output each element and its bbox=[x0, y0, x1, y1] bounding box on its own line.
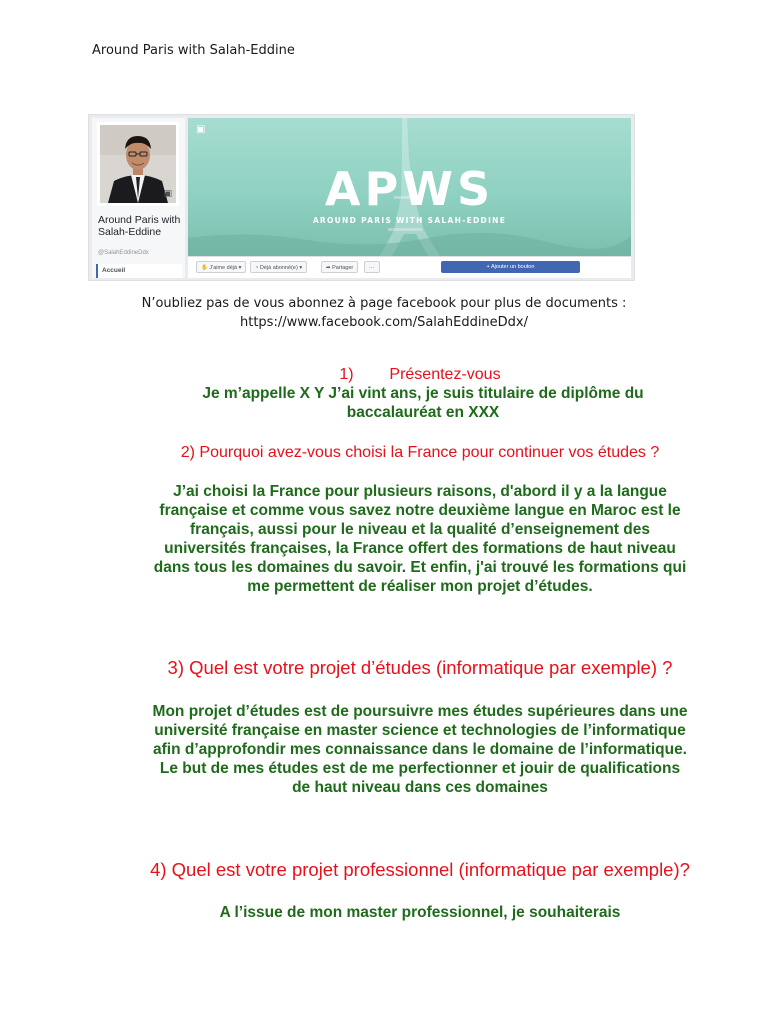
question-1-number: 1) bbox=[339, 366, 354, 383]
facebook-page-screenshot bbox=[88, 114, 635, 281]
chevron-down-icon: ▾ bbox=[238, 265, 242, 271]
add-button[interactable] bbox=[441, 261, 580, 273]
promo-line: N’oubliez pas de vous abonnez à page facebook pour plus de documents : bbox=[141, 296, 627, 311]
cover-camera-icon[interactable]: ▣ bbox=[196, 124, 206, 135]
facebook-action-bar bbox=[188, 256, 631, 278]
thumbs-up-icon: ✋ bbox=[201, 265, 208, 271]
question-1-text: Présentez-vous bbox=[389, 366, 501, 383]
more-button[interactable]: ··· bbox=[364, 261, 380, 273]
share-button-label: Partager bbox=[332, 265, 354, 271]
sidebar-item-accueil[interactable]: Accueil bbox=[96, 264, 182, 278]
facebook-profile-panel bbox=[92, 118, 185, 278]
like-button-label: J'aime déjà bbox=[209, 265, 238, 271]
cover-subtitle: AROUND PARIS WITH SALAH-EDDINE bbox=[312, 216, 507, 225]
facebook-cover-photo bbox=[188, 118, 631, 256]
answer-3: Mon projet d’études est de poursuivre mes études supérieures dans une université française en master science et technologies de l’informatique afin d’approfondir mes connaissance dans le domaine de l’informatique. Le but de mes études est de me perfectionner et jouir de qualifications de haut niveau dans ces domaines bbox=[152, 703, 688, 796]
share-icon: ➦ bbox=[326, 265, 331, 271]
subscribed-button[interactable] bbox=[250, 261, 307, 273]
rss-icon: ◔ bbox=[255, 265, 259, 271]
answer-1: Je m’appelle X Y J’ai vint ans, je suis titulaire de diplôme du baccalauréat en XXX bbox=[202, 385, 644, 421]
document-header-title: Around Paris with Salah-Eddine bbox=[92, 43, 295, 58]
question-2: 2) Pourquoi avez-vous choisi la France pour continuer vos études ? bbox=[180, 444, 660, 461]
facebook-link[interactable]: https://www.facebook.com/SalahEddineDdx/ bbox=[239, 315, 529, 330]
subscribed-button-label: Déjà abonné(e) bbox=[259, 265, 298, 271]
avatar bbox=[97, 122, 179, 206]
facebook-handle[interactable]: @SalahEddineDdx bbox=[98, 250, 149, 256]
cover-logo-text: APWS bbox=[324, 162, 495, 216]
chevron-down-icon: ▾ bbox=[299, 265, 303, 271]
share-button[interactable] bbox=[321, 261, 358, 273]
add-button-label: Ajouter un bouton bbox=[491, 264, 535, 270]
question-4: 4) Quel est votre projet professionnel (informatique par exemple)? bbox=[150, 859, 690, 880]
plus-icon: + bbox=[486, 264, 490, 270]
like-button[interactable] bbox=[196, 261, 246, 273]
answer-4: A l’issue de mon master professionnel, je souhaiterais bbox=[219, 904, 621, 921]
question-1 bbox=[150, 365, 690, 384]
camera-icon[interactable]: ▣ bbox=[163, 189, 172, 199]
answer-2: J’ai choisi la France pour plusieurs raisons, d'abord il y a la langue française et comme vous savez notre deuxième langue en Maroc est le français, aussi pour le niveau et la qualité d’enseignement des universités françaises, la France offert des formations de haut niveau dans tous les domaines du savoir. Et enfin, j'ai trouvé les formations qui me permettent de réaliser mon projet d’études. bbox=[153, 483, 687, 595]
facebook-page-name[interactable]: Around Paris with Salah-Eddine bbox=[98, 214, 181, 238]
question-3: 3) Quel est votre projet d’études (informatique par exemple) ? bbox=[167, 657, 673, 678]
